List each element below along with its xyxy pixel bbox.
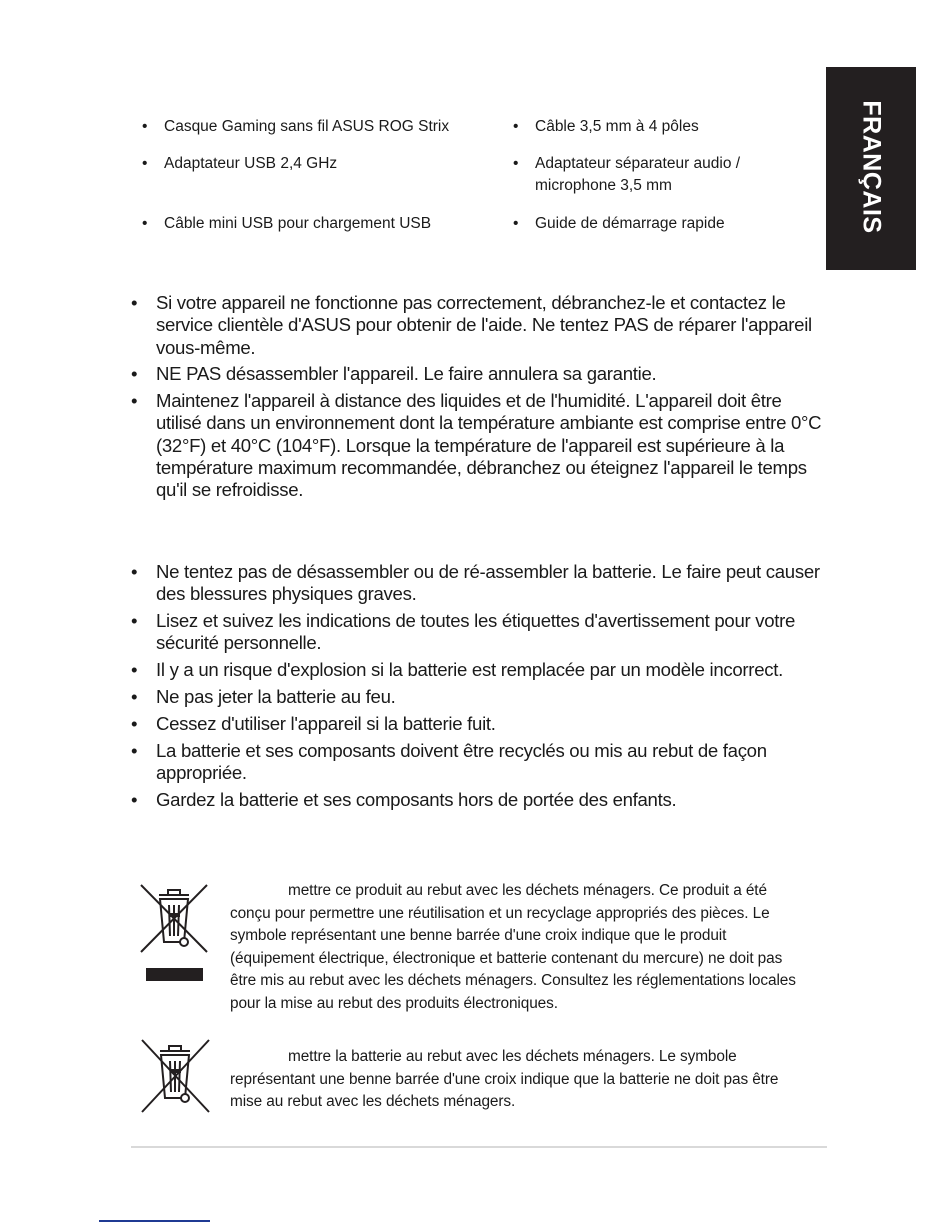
list-item [131,363,826,385]
list-item [131,659,826,681]
bullet: • [131,739,138,761]
bullet: • [131,659,138,681]
package-item-label: Adaptateur USB 2,4 GHz [164,155,338,172]
list-item-text: La batterie et ses composants doivent être recyclés ou mis au rebut de façon appropriée. [156,739,767,783]
bullet: • [131,712,138,734]
package-item [142,116,450,138]
crossed-bin-icon [139,880,209,985]
package-item-label: Adaptateur séparateur audio / [535,155,741,172]
package-item [142,213,432,235]
bullet: • [131,788,138,810]
list-item-text: Lisez et suivez les indications de toutes les étiquettes d'avertissement pour votre sécurité personnelle. [156,610,796,654]
bullet: • [142,155,148,172]
footer-link-underline [99,1220,210,1222]
list-item [131,739,826,785]
list-item [131,610,826,655]
list-item-text: Ne pas jeter la batterie au feu. [156,685,396,707]
bullet: • [131,292,138,313]
bullet: • [131,390,138,412]
list-item [131,788,826,811]
list-item-text: Ne tentez pas de désassembler ou de ré-assembler la batterie. Le faire peut causer des blessures physiques graves. [156,561,820,605]
language-tab [826,67,916,270]
package-item-label: Casque Gaming sans fil ASUS ROG Strix [164,118,450,135]
bullet: • [131,610,138,632]
bullet: • [131,363,138,385]
bullet: • [142,118,148,135]
bullet: • [513,155,519,172]
list-item [131,685,826,708]
package-item [142,153,338,175]
weee-product-text: mettre ce produit au rebut avec les déchets ménagers. Ce produit a été conçu pour permettre une réutilisation et un recyclage appropriés des pièces. Le symbole représentant une benne barrée d'une croix indique que le produit (équipement électrique, électronique et batterie contenant du mercure) ne doit pas être mis au rebut avec les déchets ménagers. Consultez les réglementations locales pour la mise au rebut des produits électroniques. [230,882,796,1012]
package-item [513,116,699,138]
package-item-continued [535,175,672,197]
package-item-label: Câble 3,5 mm à 4 pôles [535,118,699,135]
bullet: • [513,215,519,232]
package-item [513,153,741,175]
battery-safety-list [131,561,826,815]
list-item-text: Gardez la batterie et ses composants hors de portée des enfants. [156,788,677,810]
language-label: FRANÇAIS [857,100,886,234]
weee-battery-notice [230,1046,810,1114]
package-item-label: microphone 3,5 mm [535,177,672,194]
device-safety-list [131,292,826,506]
bullet: • [131,685,138,707]
list-item [131,390,826,501]
crossed-bin-icon [139,1036,211,1116]
list-item-text: NE PAS désassembler l'appareil. Le faire annulera sa garantie. [156,363,657,385]
package-item [513,213,725,235]
footer-divider [131,1146,827,1148]
weee-battery-text: mettre la batterie au rebut avec les déchets ménagers. Le symbole représentant une benne barrée d'une croix indique que la batterie ne doit pas être mise au rebut avec les déchets ménagers. [230,1048,779,1110]
list-item-text: Il y a un risque d'explosion si la batterie est remplacée par un modèle incorrect. [156,659,783,681]
bullet: • [142,215,148,232]
bullet: • [513,118,519,135]
list-item-text: Maintenez l'appareil à distance des liquides et de l'humidité. L'appareil doit être utilisé dans un environnement dont la température ambiante est comprise entre 0°C (32°F) et 40°C (104°F). Lorsque la température de l'appareil est supérieure à la température maximum recommandée, débranchez ou éteignez l'appareil le temps qu'il se refroidisse. [156,390,822,501]
weee-product-notice [230,880,810,1015]
package-item-label: Guide de démarrage rapide [535,215,725,232]
list-item [131,561,826,606]
package-item-label: Câble mini USB pour chargement USB [164,215,432,232]
list-item [131,712,826,735]
list-item [131,292,826,359]
list-item-text: Cessez d'utiliser l'appareil si la batterie fuit. [156,712,496,734]
bullet: • [131,561,138,582]
list-item-text: Si votre appareil ne fonctionne pas correctement, débranchez-le et contactez le service clientèle d'ASUS pour obtenir de l'aide. Ne tentez PAS de réparer l'appareil vous-même. [156,292,812,358]
